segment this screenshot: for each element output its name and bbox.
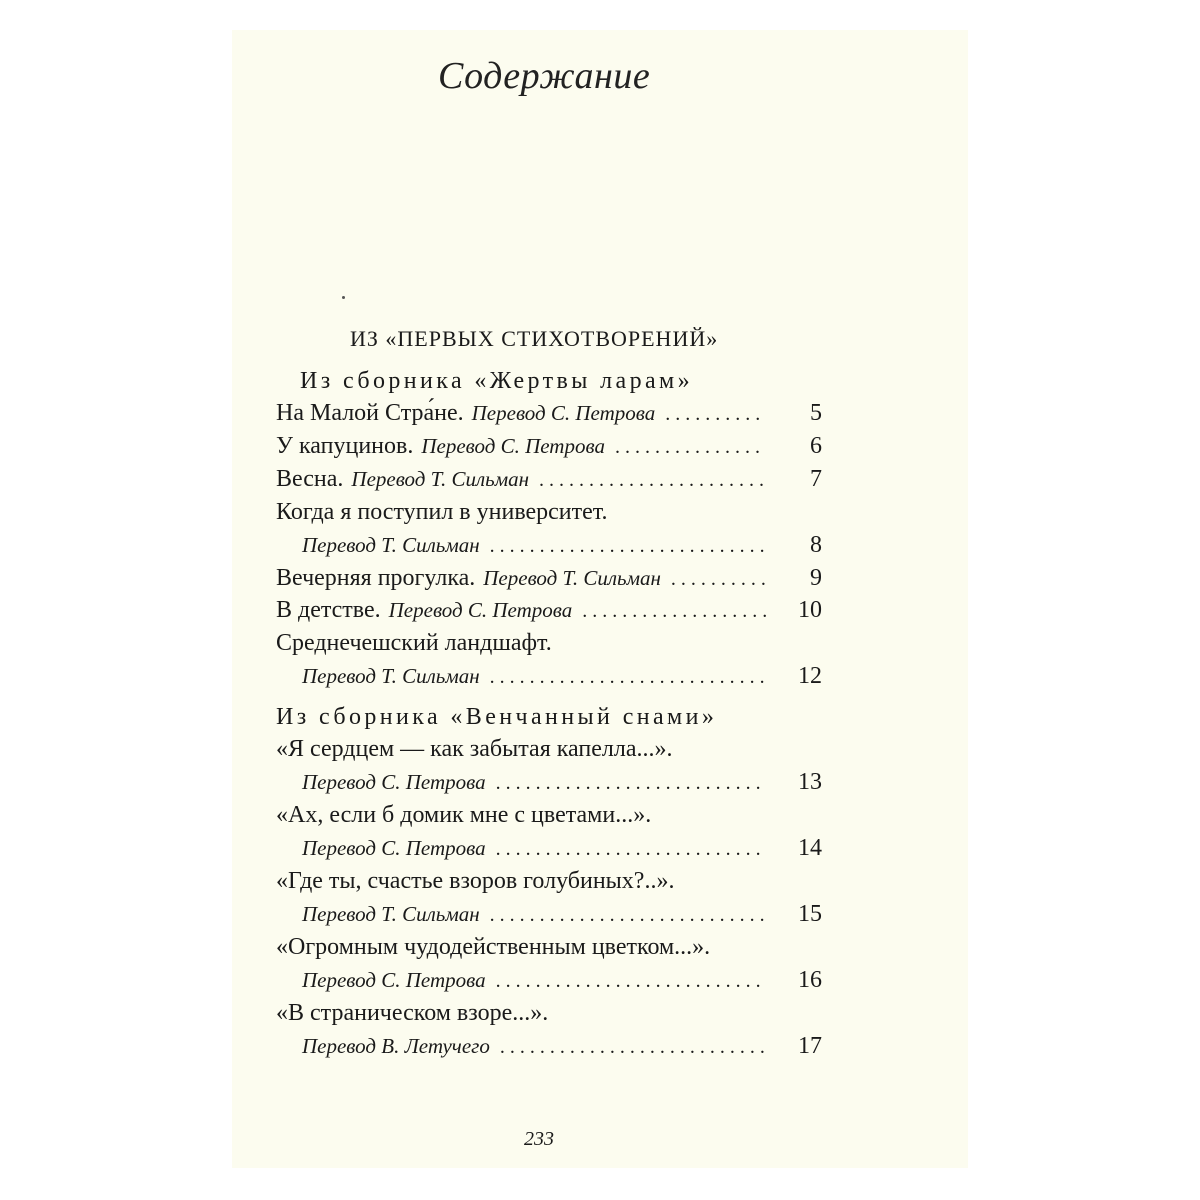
- dot-leader: [582, 600, 766, 623]
- entry-translator: Перевод С. Петрова: [421, 434, 605, 458]
- entry-translator: Перевод Т. Сильман: [351, 467, 530, 491]
- toc-entry-title-line[interactable]: [276, 630, 822, 664]
- toc-entry[interactable]: [276, 597, 822, 631]
- entry-page: 10: [798, 597, 822, 623]
- entry-page: 5: [810, 400, 822, 426]
- toc-entry-translator-line[interactable]: [302, 663, 822, 697]
- entry-translator: Перевод С. Петрова: [302, 770, 486, 794]
- toc-entry-translator-line[interactable]: [302, 835, 822, 869]
- collection-title: Из сборника «Жертвы ларам»: [300, 368, 694, 394]
- section-title: ИЗ «ПЕРВЫХ СТИХОТВОРЕНИЙ»: [350, 326, 719, 351]
- book-page: [232, 30, 968, 1168]
- toc-entry[interactable]: [276, 400, 822, 434]
- entry-page: 14: [798, 835, 822, 861]
- entry-title: Весна.: [276, 466, 344, 492]
- dot-leader: [615, 436, 766, 459]
- entry-title: Среднечешский ландшафт.: [276, 630, 552, 656]
- entry-page: 6: [810, 433, 822, 459]
- entry-page: 7: [810, 466, 822, 492]
- toc-entry[interactable]: [276, 433, 822, 467]
- dot-leader: [496, 838, 766, 861]
- toc-entry-translator-line[interactable]: [302, 1033, 822, 1067]
- entry-page: 12: [798, 663, 822, 689]
- dot-leader: [496, 970, 766, 993]
- entry-title: «Где ты, счастье взоров голубиных?..».: [276, 868, 675, 894]
- dot-leader: [665, 403, 766, 426]
- entry-page: 16: [798, 967, 822, 993]
- entry-title: «Ах, если б домик мне с цветами...».: [276, 802, 652, 828]
- toc-entry-translator-line[interactable]: [302, 532, 822, 566]
- entry-page: 9: [810, 565, 822, 591]
- dot-leader: [500, 1036, 766, 1059]
- print-speck: [342, 296, 345, 299]
- entry-page: 15: [798, 901, 822, 927]
- dot-leader: [539, 469, 766, 492]
- toc-entry-title-line[interactable]: [276, 802, 822, 836]
- entry-title: «Я сердцем — как забытая капелла...».: [276, 736, 673, 762]
- toc-entry-translator-line[interactable]: [302, 901, 822, 935]
- entry-translator: Перевод С. Петрова: [388, 598, 573, 622]
- dot-leader: [490, 535, 766, 558]
- entry-title: Когда я поступил в университет.: [276, 499, 608, 525]
- entry-translator: Перевод Т. Сильман: [302, 902, 480, 926]
- page-title: Содержание: [438, 55, 651, 97]
- entry-translator: Перевод С. Петрова: [302, 968, 486, 992]
- entry-title: На Малой Стра́не.: [276, 400, 464, 426]
- entry-page: 13: [798, 769, 822, 795]
- entry-title: «В страническом взоре...».: [276, 1000, 549, 1026]
- entry-page: 17: [798, 1033, 822, 1059]
- entry-translator: Перевод Т. Сильман: [483, 566, 661, 590]
- entry-translator: Перевод Т. Сильман: [302, 533, 480, 557]
- toc-entry[interactable]: [276, 565, 822, 599]
- dot-leader: [490, 666, 766, 689]
- collection-title: Из сборника «Венчанный снами»: [276, 704, 718, 730]
- toc-entry-title-line[interactable]: [276, 499, 822, 533]
- toc-entry-title-line[interactable]: [276, 736, 822, 770]
- entry-title: У капуцинов.: [276, 433, 414, 459]
- toc-entry[interactable]: [276, 466, 822, 500]
- toc-entry-title-line[interactable]: [276, 1000, 822, 1034]
- toc-entry-title-line[interactable]: [276, 868, 822, 902]
- page-number: 233: [524, 1128, 554, 1150]
- entry-title: Вечерняя прогулка.: [276, 565, 476, 591]
- entry-page: 8: [810, 532, 822, 558]
- entry-translator: Перевод В. Летучего: [302, 1034, 490, 1058]
- entry-translator: Перевод С. Петрова: [471, 401, 656, 425]
- toc-entry-title-line[interactable]: [276, 934, 822, 968]
- toc-entry-translator-line[interactable]: [302, 967, 822, 1001]
- entry-title: В детстве.: [276, 597, 381, 623]
- dot-leader: [496, 772, 766, 795]
- dot-leader: [671, 568, 766, 591]
- entry-title: «Огромным чудодейственным цветком...».: [276, 934, 711, 960]
- toc-entry-translator-line[interactable]: [302, 769, 822, 803]
- dot-leader: [490, 904, 766, 927]
- entry-translator: Перевод Т. Сильман: [302, 664, 480, 688]
- entry-translator: Перевод С. Петрова: [302, 836, 486, 860]
